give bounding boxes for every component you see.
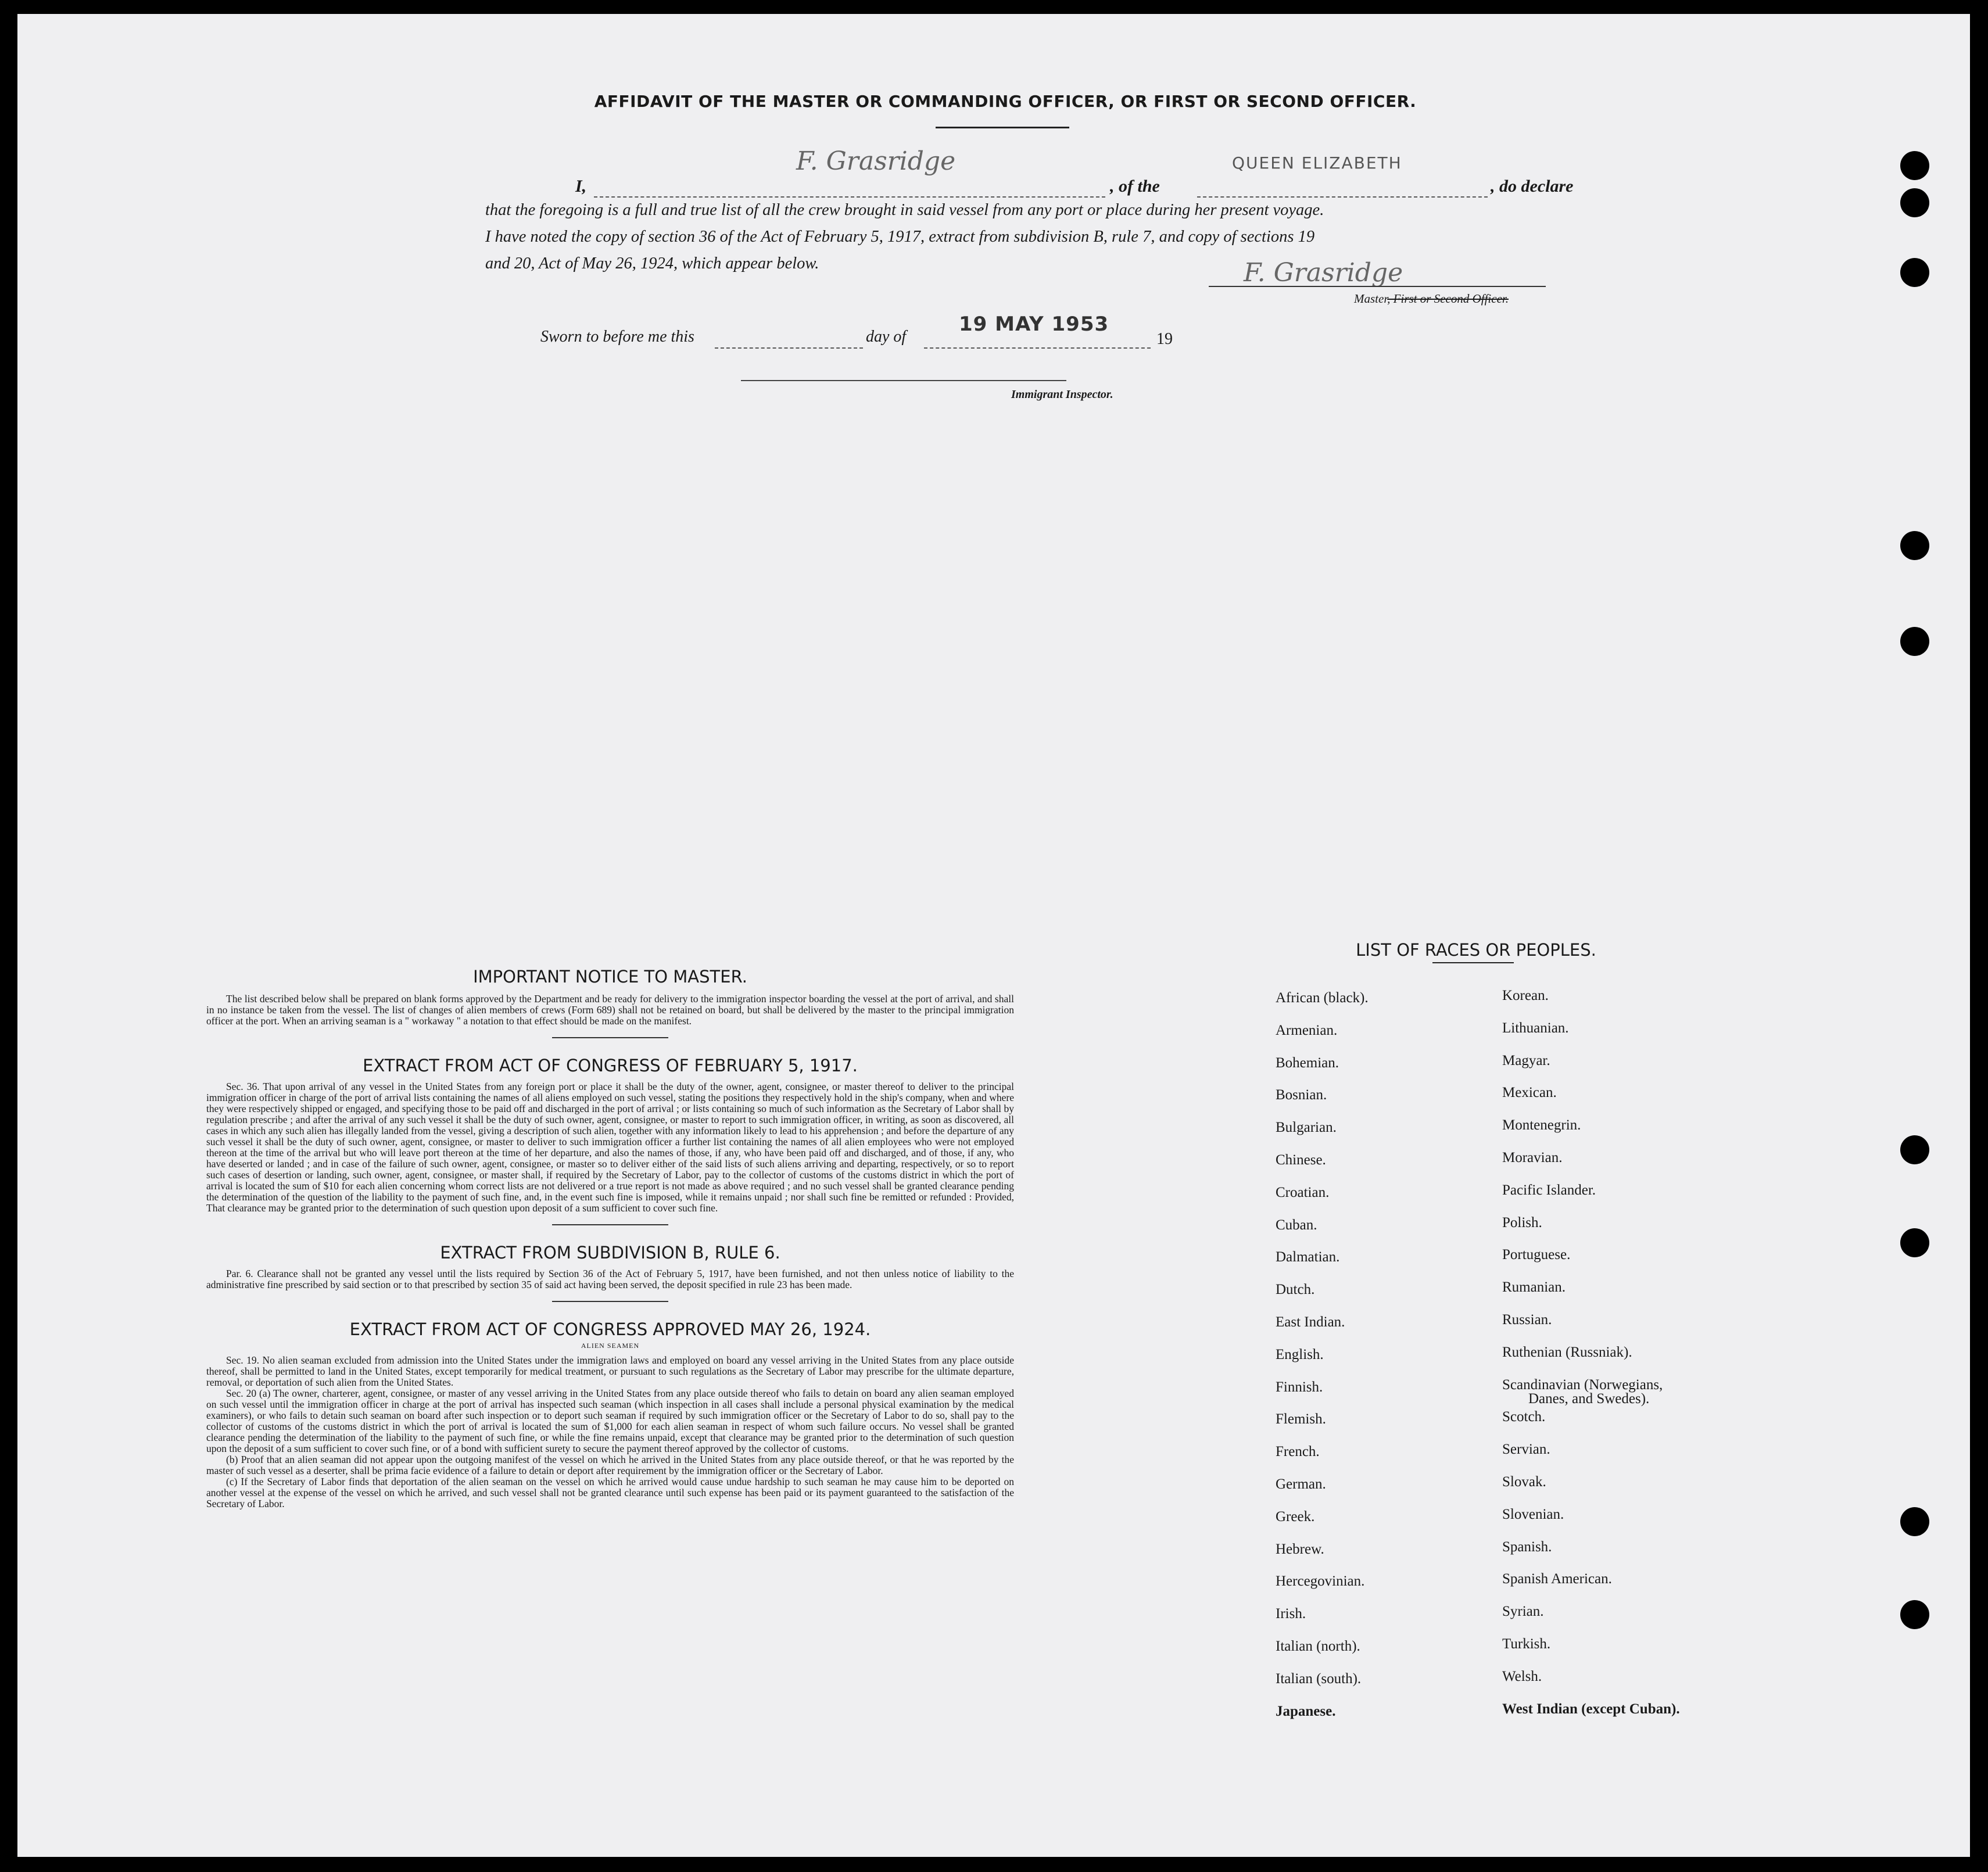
divider-3	[552, 1301, 668, 1302]
race-item: French.	[1276, 1444, 1320, 1460]
struck-officer-label: , First or Second Officer.	[1387, 292, 1509, 306]
race-item: Spanish.	[1502, 1539, 1552, 1555]
race-item: Hebrew.	[1276, 1541, 1324, 1557]
race-item: Flemish.	[1276, 1411, 1326, 1428]
notices-column	[206, 967, 1014, 1509]
declaration-line-4: and 20, Act of May 26, 1924, which appear below.	[485, 254, 819, 272]
race-item: Irish.	[1276, 1606, 1306, 1622]
race-item: East Indian.	[1276, 1314, 1345, 1330]
race-item: Bulgarian.	[1276, 1120, 1337, 1136]
inspector-label: Immigrant Inspector.	[1011, 388, 1113, 401]
punch-hole	[1900, 531, 1929, 560]
race-item: Turkish.	[1502, 1636, 1551, 1652]
punch-hole	[1900, 1228, 1929, 1257]
punch-hole	[1900, 1507, 1929, 1536]
affidavit-title: AFFIDAVIT OF THE MASTER OR COMMANDING OFFICER, OR FIRST OR SECOND OFFICER.	[594, 92, 1417, 111]
race-item: Spanish American.	[1502, 1571, 1612, 1587]
race-item: Scandinavian (Norwegians,	[1502, 1376, 1663, 1393]
master-caption	[1354, 292, 1509, 306]
i-label: I,	[575, 177, 587, 196]
race-item: English.	[1276, 1346, 1324, 1362]
race-item: Polish.	[1502, 1214, 1542, 1231]
race-item: Armenian.	[1276, 1022, 1338, 1038]
race-item: Cuban.	[1276, 1217, 1317, 1233]
race-item: Syrian.	[1502, 1604, 1544, 1620]
races-heading-underline	[1432, 962, 1514, 963]
race-item: Bosnian.	[1276, 1087, 1327, 1103]
date-stamp: 19 MAY 1953	[959, 313, 1109, 336]
punch-hole	[1900, 627, 1929, 656]
race-item: West Indian (except Cuban).	[1502, 1701, 1680, 1717]
race-item: Servian.	[1502, 1441, 1550, 1458]
race-item: Italian (north).	[1276, 1638, 1360, 1654]
notice-text: The list described below shall be prepared on blank forms approved by the Department and be ready for delivery to the immigration inspector boarding the vessel at the port of arrival, and shall in no instance be taken from the vessel. The list of changes of alien members of crews (Form 689) shall not be retained on board, but shall be delivered by the master to the principal immigration officer at the port. When an arriving seaman is a " workaway " a notation to that effect should be made on the manifest.	[206, 993, 1014, 1027]
race-item: Japanese.	[1276, 1703, 1336, 1719]
extract-1917-text: Sec. 36. That upon arrival of any vessel in the United States from any foreign port or place it shall be the duty of the owner, agent, consignee, or master thereof to deliver to the principal immigration officer in charge of the port of arrival lists containing the names of all aliens employed on such vessel, stating the positions they respectively hold in the ship's company, when and where they were respectively shipped or engaged, and specifying those to be paid off and discharged in the port of arrival ; or lists containing so much of such information as the Secretary of Labor shall by regulation prescribe ; and after the arrival of any such vessel it shall be the duty of such owner, agent, consignee, or master to report to such immigration officer, in writing, as soon as discovered, all cases in which any such alien has illegally landed from the vessel, giving a description of such alien, together with any information likely to lead to his apprehension ; and before the departure of any such vessel it shall be the duty of such owner, agent, consignee, or master to deliver to such immigration officer a further list containing the names of all alien employees who were not employed thereon at the time of the arrival but who will leave port thereon at the time of her departure, and also the names of those, if any, who have been paid off and discharged, and of those, if any, who have deserted or landed ; and in case of the failure of such owner, agent, consignee, or master so to deliver either of the said lists of such aliens arriving and departing, respectively, or so to report such cases of desertion or landing, such owner, agent, consignee, or master shall, if required by the Secretary of Labor, pay to the collector of customs of the customs district in which the port of arrival is located the sum of $10 for each alien concerning whom correct lists are not delivered or a true report is not made as above required ; and no such vessel shall be granted clearance pending the determination of the question of the liability to the payment of such fine, and, in the event such fine is imposed, while it remains unpaid ; nor shall such fine be remitted or refunded : Provided, That clearance may be granted prior to the determination of such question upon deposit of a sum sufficient to cover such fine.	[206, 1081, 1014, 1214]
race-item: Ruthenian (Russniak).	[1502, 1344, 1632, 1360]
race-item: Mexican.	[1502, 1085, 1557, 1101]
race-item: African (black).	[1276, 990, 1369, 1006]
declaration-line-3: I have noted the copy of section 36 of the Act of February 5, 1917, extract from subdivision B, rule 7, and copy of sections 19	[485, 228, 1315, 246]
extract-1924-sec-20b: (b) Proof that an alien seaman did not appear upon the outgoing manifest of the vessel on which he arrived in the United States from any place outside thereof, or that he was reported by the master of such vessel as a deserter, shall be prima facie evidence of a failure to detain or deport after requirement by the immigration officer or the Secretary of Labor.	[206, 1454, 1014, 1476]
race-item: Rumanian.	[1502, 1279, 1566, 1296]
race-item: Chinese.	[1276, 1152, 1326, 1168]
punch-hole	[1900, 1600, 1929, 1629]
divider-1	[552, 1037, 668, 1038]
rule-6-text: Par. 6. Clearance shall not be granted any vessel until the lists required by Section 36 of the Act of February 5, 1917, have been furnished, and not then unless notice of liability to the administrative fine prescribed by said section or to that prescribed by section 35 of said act having been served, the deposit specified in rule 23 has been made.	[206, 1268, 1014, 1290]
document-page	[17, 14, 1970, 1857]
notice-heading: IMPORTANT NOTICE TO MASTER.	[473, 967, 747, 987]
alien-seamen-subheading: ALIEN SEAMEN	[581, 1342, 640, 1350]
extract-1924-heading: EXTRACT FROM ACT OF CONGRESS APPROVED MAY 26, 1924.	[349, 1319, 871, 1339]
name-blank	[594, 179, 1105, 198]
rule-6-heading: EXTRACT FROM SUBDIVISION B, RULE 6.	[440, 1243, 780, 1263]
race-item: German.	[1276, 1476, 1326, 1492]
race-item: Moravian.	[1502, 1150, 1563, 1165]
declaration-line-2: that the foregoing is a full and true list of all the crew brought in said vessel from any port or place during her present voyage.	[485, 201, 1324, 219]
races-heading: LIST OF RACES OR PEOPLES.	[1356, 940, 1596, 960]
race-item: Croatian.	[1276, 1184, 1330, 1200]
punch-hole	[1900, 188, 1929, 217]
day-of-label: day of	[866, 328, 907, 346]
sworn-label: Sworn to before me this	[540, 328, 694, 346]
divider-2	[552, 1224, 668, 1225]
race-item: Slovak.	[1502, 1474, 1546, 1490]
race-item: Scotch.	[1502, 1409, 1546, 1425]
year-label: 19	[1156, 330, 1173, 348]
master-signature-line	[1209, 286, 1546, 287]
extract-1917-heading: EXTRACT FROM ACT OF CONGRESS OF FEBRUARY 5, 1917.	[363, 1056, 858, 1075]
race-item: Welsh.	[1502, 1668, 1542, 1684]
race-item: Dutch.	[1276, 1282, 1315, 1298]
race-item: Russian.	[1502, 1312, 1552, 1328]
master-signature: F. Grasridge	[1244, 258, 1403, 288]
race-item: Slovenian.	[1502, 1506, 1564, 1522]
race-item: Lithuanian.	[1502, 1020, 1569, 1036]
race-item: Italian (south).	[1276, 1670, 1362, 1687]
race-item: Hercegovinian.	[1276, 1573, 1365, 1590]
race-item: Magyar.	[1502, 1052, 1550, 1068]
of-the-label: , of the	[1110, 177, 1160, 196]
race-item-continuation: Danes, and Swedes).	[1528, 1390, 1650, 1407]
race-item: Portuguese.	[1502, 1247, 1571, 1263]
race-item: Greek.	[1276, 1508, 1315, 1525]
declare-label: , do declare	[1491, 177, 1574, 196]
vessel-name: QUEEN ELIZABETH	[1232, 153, 1402, 173]
race-item: Bohemian.	[1276, 1055, 1339, 1071]
master-label: Master	[1354, 292, 1388, 306]
punch-hole	[1900, 258, 1929, 287]
title-underline	[936, 127, 1069, 128]
extract-1924-sec-20a: Sec. 20 (a) The owner, charterer, agent, consignee, or master of any vessel arriving in the United States from any place outside thereof who fails to detain on board any alien seaman employed on such vessel until the immigration officer in charge at the port of arrival has inspected such seaman (which inspection in all cases shall include a personal physical examination by the medical examiners), or who fails to detain such seaman on board after such inspection or to deport such seaman if required by such immigration officer or the Secretary of Labor to do so, shall pay to the collector of customs of the customs district in which the port of arrival is located the sum of $1,000 for each alien seaman in respect of whom such failure occurs. No vessel shall be granted clearance pending the determination of the liability to the payment of such fine, or while the fine remains unpaid, except that clearance may be granted prior to the determination of such question upon the deposit of a sum sufficient to cover such fine, or of a bond with sufficient surety to secure the payment thereof approved by the collector of customs.	[206, 1387, 1014, 1454]
race-item: Montenegrin.	[1502, 1117, 1581, 1134]
extract-1924-sec-19: Sec. 19. No alien seaman excluded from admission into the United States under the immigration laws and employed on board any vessel arriving in the United States from any place outside thereof, shall be permitted to land in the United States, except temporarily for medical treatment, or pursuant to such regulations as the Secretary of Labor may prescribe for the ultimate departure, removal, or deportation of such alien from the United States.	[206, 1354, 1014, 1388]
signer-name-signature: F. Grasridge	[796, 146, 956, 176]
punch-hole	[1900, 1135, 1929, 1164]
vessel-blank	[1197, 179, 1488, 198]
race-item: Finnish.	[1276, 1379, 1323, 1395]
extract-1924-sec-20c: (c) If the Secretary of Labor finds that deportation of the alien seaman on the vessel on which he arrived would cause undue hardship to such seaman he may cause him to be deported on another vessel at the expense of the vessel on which he arrived, and such vessel shall not be granted clearance until such expense has been paid or its payment guaranteed to the satisfaction of the Secretary of Labor.	[206, 1476, 1014, 1509]
race-item: Korean.	[1502, 988, 1549, 1003]
inspector-signature-line	[741, 380, 1066, 381]
punch-hole	[1900, 151, 1929, 180]
day-blank	[715, 330, 863, 349]
race-item: Dalmatian.	[1276, 1249, 1340, 1265]
race-item: Pacific Islander.	[1502, 1182, 1596, 1198]
